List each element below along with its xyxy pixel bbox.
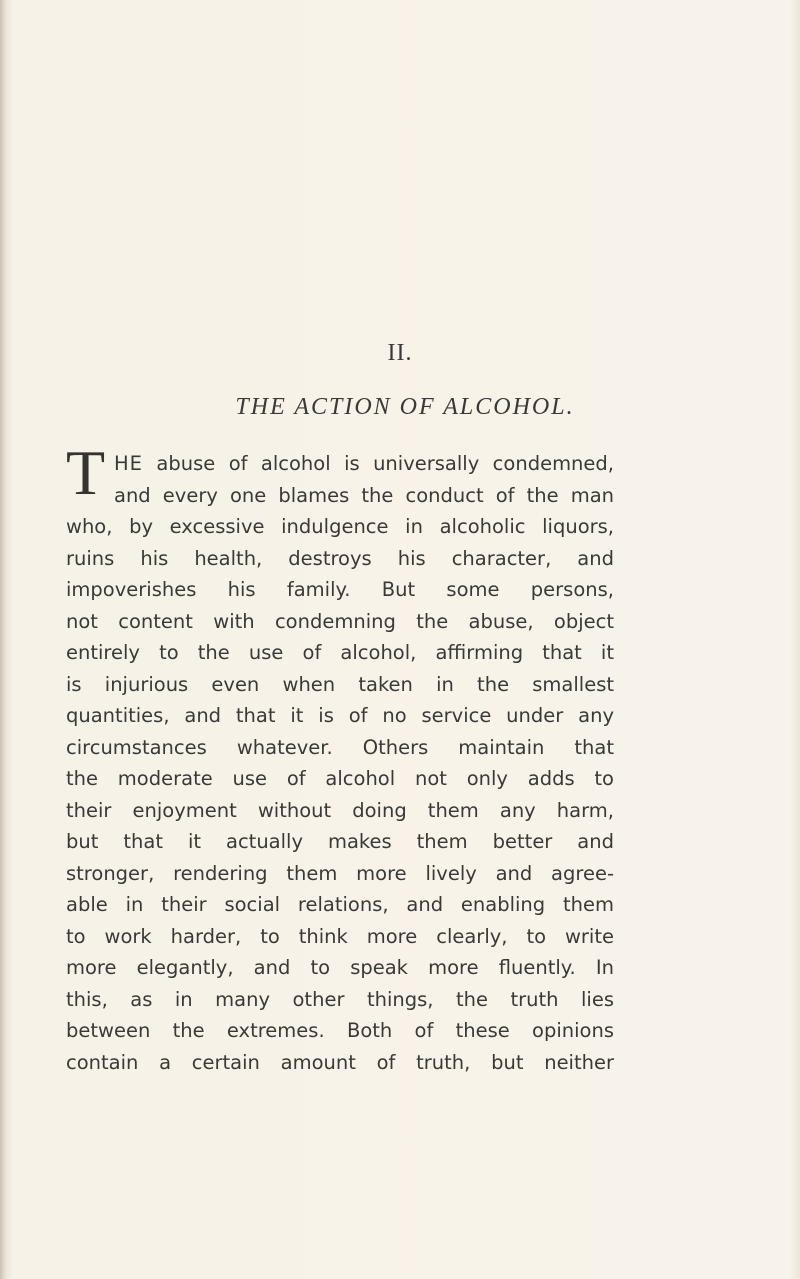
text-line: their enjoyment without doing them any harm, [66,798,614,822]
text-line: able in their social relations, and enabling them [66,893,614,916]
text-line: contain a certain amount of truth, but neither [66,1050,614,1074]
body-paragraph [66,448,614,1078]
text-line: the moderate use of alcohol not only adds to [66,767,614,790]
text-line: between the extremes. Both of these opinions [66,1019,614,1042]
text-line: entirely to the use of alcohol, affirming that it [66,641,614,664]
text-line: ruins his health, destroys his character, and [66,546,614,570]
text-line: and every one blames the conduct of the man [114,483,614,507]
text-line: but that it actually makes them better and [66,830,614,853]
text-line: is injurious even when taken in the smallest [66,672,614,696]
text-line: who, by excessive indulgence in alcoholic liquors, [66,515,614,538]
text-line [66,448,614,480]
text-line: this, as in many other things, the truth lies [66,987,614,1011]
text-line: not content with condemning the abuse, object [66,609,614,633]
first-line-rest: abuse of alcohol is universally condemned, [142,452,614,475]
text-line: stronger, rendering them more lively and agree- [66,861,614,885]
text-line: circumstances whatever. Others maintain that [66,735,614,759]
chapter-title: THE ACTION OF ALCOHOL. [235,394,575,420]
text-line: more elegantly, and to speak more fluently. In [66,956,614,979]
text-line: impoverishes his family. But some persons, [66,578,614,601]
text-line: to work harder, to think more clearly, to write [66,924,614,948]
chapter-number: II. [387,340,413,366]
text-line: quantities, and that it is of no service under any [66,704,614,727]
drop-cap: T [66,437,106,508]
first-word-caps: HE [114,452,143,475]
